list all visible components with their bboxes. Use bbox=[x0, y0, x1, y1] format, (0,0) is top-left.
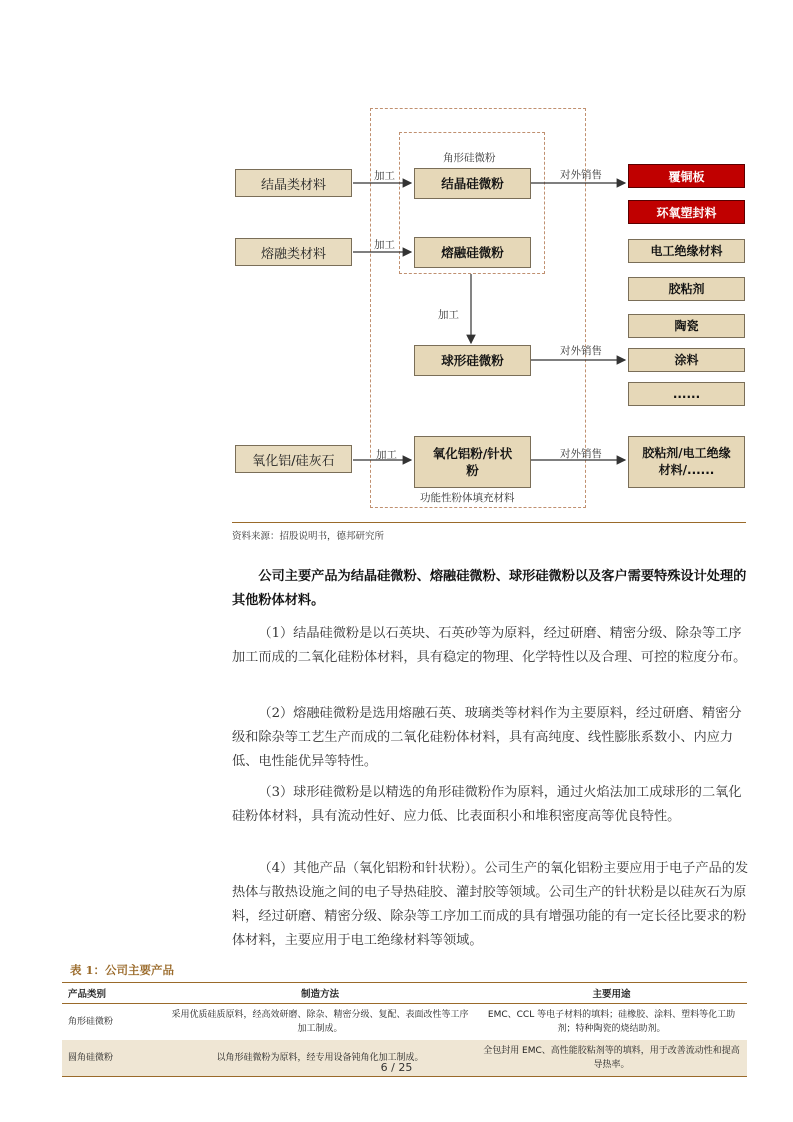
app-ceramics: 陶瓷 bbox=[628, 314, 745, 338]
process-label-3: 加工 bbox=[438, 309, 459, 321]
paragraph-spherical: （3）球形硅微粉是以精选的角形硅微粉作为原料，通过火焰法加工成球形的二氧化硅粉体材料，具有流动性好、应力低、比表面积小和堆积密度高等优良特性。 bbox=[232, 785, 742, 824]
sell-label-2: 对外销售 bbox=[560, 345, 602, 357]
app-ccl: 覆铜板 bbox=[628, 164, 745, 188]
paragraph-fused: （2）熔融硅微粉是选用熔融石英、玻璃类等材料作为主要原料，经过研磨、精密分级和除杂等工艺生产而成的二氧化硅粉体材料，具有高纯度、线性膨胀系数小、内应力低、电性能优异等特性。 bbox=[232, 706, 742, 769]
product-crystalline-silica: 结晶硅微粉 bbox=[414, 168, 531, 199]
raw-material-fused: 熔融类材料 bbox=[235, 238, 352, 266]
page-number: 6 / 25 bbox=[380, 1061, 413, 1074]
raw-material-alumina: 氧化铝/硅灰石 bbox=[235, 445, 352, 473]
cell-category: 角形硅微粉 bbox=[62, 1004, 164, 1041]
app-electrical-insulation: 电工绝缘材料 bbox=[628, 239, 745, 263]
app-etc: ...... bbox=[628, 382, 745, 406]
cell-category: 圆角硅微粉 bbox=[62, 1040, 164, 1077]
process-label-1: 加工 bbox=[374, 170, 395, 182]
paragraph-crystalline: （1）结晶硅微粉是以石英块、石英砂等为原料，经过研磨、精密分级、除杂等工序加工而成的二氧化硅粉体材料，具有稳定的物理、化学特性以及合理、可控的粒度分布。 bbox=[232, 626, 747, 665]
table-header-row bbox=[62, 983, 747, 1004]
product-fused-silica: 熔融硅微粉 bbox=[414, 237, 531, 268]
paragraph-other: （4）其他产品（氧化铝粉和针状粉）。公司生产的氧化铝粉主要应用于电子产品的发热体与散热设施之间的电子导热硅胶、灌封胶等领域。公司生产的针状粉是以硅灰石为原料，经过研磨、精密分级、除杂等工序加工而成的具有增强功能的有一定长径比要求的粉体材料，主要应用于电工绝缘材料等领域。 bbox=[232, 861, 749, 948]
paragraph-summary: 公司主要产品为结晶硅微粉、熔融硅微粉、球形硅微粉以及客户需要特殊设计处理的其他粉体材料。 bbox=[232, 569, 747, 608]
table-row bbox=[62, 1004, 747, 1041]
app-emc: 环氧塑封料 bbox=[628, 200, 745, 224]
header-method: 制造方法 bbox=[164, 983, 476, 1004]
cell-method: 以角形硅微粉为原料，经专用设备钝角化加工制成。 bbox=[164, 1040, 476, 1077]
table-title: 表 1：公司主要产品 bbox=[70, 963, 175, 977]
outer-frame-label: 功能性粉体填充材料 bbox=[420, 492, 515, 504]
cell-usage: EMC、CCL 等电子材料的填料；硅橡胶、涂料、塑料等化工助剂；特种陶瓷的烧结助剂。 bbox=[476, 1004, 747, 1041]
sell-label-3: 对外销售 bbox=[560, 448, 602, 460]
app-adhesive: 胶粘剂 bbox=[628, 277, 745, 301]
process-label-4: 加工 bbox=[376, 449, 397, 461]
app-alumina-uses: 胶粘剂/电工绝缘材料/...... bbox=[628, 436, 745, 488]
header-category: 产品类别 bbox=[62, 983, 164, 1004]
app-coating: 涂料 bbox=[628, 348, 745, 372]
product-alumina-needle: 氧化铝粉/针状粉 bbox=[414, 436, 531, 488]
product-spherical-silica: 球形硅微粉 bbox=[414, 345, 531, 376]
angular-group-label: 角形硅微粉 bbox=[443, 152, 496, 164]
figure-source: 资料来源：招股说明书，德邦研究所 bbox=[232, 531, 385, 542]
figure-divider bbox=[232, 522, 746, 523]
sell-label-1: 对外销售 bbox=[560, 169, 602, 181]
cell-method: 采用优质硅质原料，经高效研磨、除杂、精密分级、复配、表面改性等工序加工制成。 bbox=[164, 1004, 476, 1041]
process-label-2: 加工 bbox=[374, 239, 395, 251]
cell-usage: 全包封用 EMC、高性能胶粘剂等的填料，用于改善流动性和提高导热率。 bbox=[476, 1040, 747, 1077]
header-usage: 主要用途 bbox=[476, 983, 747, 1004]
raw-material-crystalline: 结晶类材料 bbox=[235, 169, 352, 197]
